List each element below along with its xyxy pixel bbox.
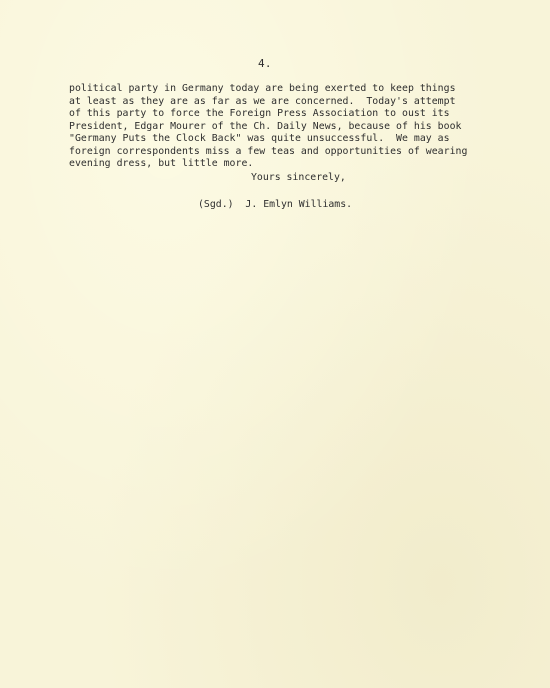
body-line: evening dress, but little more. <box>69 158 254 169</box>
body-line: foreign correspondents miss a few teas and opportunities of wearing <box>69 145 468 157</box>
body-line: "Germany Puts the Clock Back" was quite unsuccessful. We may as <box>69 133 450 144</box>
body-line: at least as they are as far as we are concerned. Today's attempt <box>69 95 456 107</box>
page-number: 4. <box>258 57 272 70</box>
signature-line: (Sgd.) J. Emlyn Williams. <box>198 199 353 210</box>
body-line: of this party to force the Foreign Press Association to oust its <box>69 108 450 119</box>
body-line: President, Edgar Mourer of the Ch. Daily News, because of his book <box>69 120 462 132</box>
letter-closing: Yours sincerely, <box>251 172 346 183</box>
body-line: political party in Germany today are being exerted to keep things <box>69 83 456 94</box>
letter-body <box>69 83 545 171</box>
